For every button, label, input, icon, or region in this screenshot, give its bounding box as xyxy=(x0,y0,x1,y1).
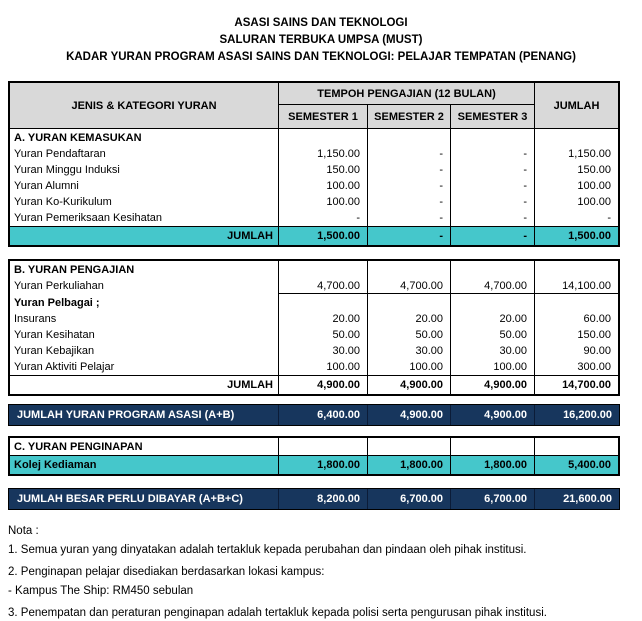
fee-sem2-value: - xyxy=(367,146,450,162)
grand-total-abc-sem1: 8,200.00 xyxy=(278,489,367,509)
grand-total-ab-sem1: 6,400.00 xyxy=(278,405,367,425)
fee-sem1-value: 30.00 xyxy=(278,343,367,359)
fee-sem2-value: - xyxy=(367,210,450,226)
fee-row-label: Yuran Kebajikan xyxy=(14,345,95,357)
grand-total-ab-row xyxy=(8,404,620,426)
fee-sem3-value: 30.00 xyxy=(450,343,534,359)
note-item-2a: - Kampus The Ship: RM450 sebulan xyxy=(8,585,194,597)
fee-row-label: Yuran Ko-Kurikulum xyxy=(14,196,112,208)
fee-row-label: Yuran Pemeriksaan Kesihatan xyxy=(14,212,162,224)
fee-sem1-value: 150.00 xyxy=(278,162,367,178)
fee-sem1-value: 20.00 xyxy=(278,311,367,327)
grand-total-ab-sem3: 4,900.00 xyxy=(450,405,534,425)
section-a-table xyxy=(8,81,620,247)
grand-total-ab-sem2: 4,900.00 xyxy=(367,405,450,425)
subtotal-sem1-value: 1,500.00 xyxy=(278,227,367,245)
fee-total-value: 90.00 xyxy=(534,343,618,359)
grand-total-abc-row xyxy=(8,488,620,510)
fee-row xyxy=(10,178,618,194)
fee-row-label: Yuran Alumni xyxy=(14,180,79,192)
section-c-table xyxy=(8,436,620,476)
grand-total-abc-sem3: 6,700.00 xyxy=(450,489,534,509)
fee-row xyxy=(10,194,618,210)
grand-total-abc-label: JUMLAH BESAR PERLU DIBAYAR (A+B+C) xyxy=(17,493,243,505)
subtotal-sem3-value: - xyxy=(450,227,534,245)
fee-sem1-value: 50.00 xyxy=(278,327,367,343)
fee-sem1-value: 100.00 xyxy=(278,178,367,194)
title-line-2: SALURAN TERBUKA UMPSA (MUST) xyxy=(219,34,423,46)
column-header-total: JUMLAH xyxy=(534,83,618,128)
notes-section xyxy=(8,523,642,621)
fee-sem2-value: 100.00 xyxy=(367,359,450,375)
subtotal-total-value: 1,500.00 xyxy=(534,227,618,245)
fee-sem2-value: - xyxy=(367,194,450,210)
fee-total-value: 100.00 xyxy=(534,178,618,194)
fee-total-value: 5,400.00 xyxy=(534,456,618,474)
subheading-label: Yuran Pelbagai ; xyxy=(14,296,100,309)
fee-sem3-value: - xyxy=(450,162,534,178)
fee-row-label: Yuran Perkuliahan xyxy=(14,280,104,292)
column-header-semester-1: SEMESTER 1 xyxy=(278,104,367,128)
fee-total-value: 150.00 xyxy=(534,327,618,343)
grand-total-ab-total: 16,200.00 xyxy=(534,405,619,425)
fee-total-value: 14,100.00 xyxy=(534,278,618,294)
subtotal-label: JUMLAH xyxy=(227,230,273,242)
section-a-title-row xyxy=(10,129,618,146)
column-header-period-group: TEMPOH PENGAJIAN (12 BULAN) xyxy=(278,83,534,104)
fee-sem1-value: 4,700.00 xyxy=(278,278,367,294)
fee-row-label: Yuran Aktiviti Pelajar xyxy=(14,361,115,373)
fee-sem3-value: 1,800.00 xyxy=(450,456,534,474)
fee-sem3-value: - xyxy=(450,178,534,194)
fee-sem3-value: - xyxy=(450,194,534,210)
fee-row xyxy=(10,327,618,343)
section-b-title-row xyxy=(10,261,618,278)
fee-row-label: Yuran Kesihatan xyxy=(14,329,95,341)
note-item-2: 2. Penginapan pelajar disediakan berdasarkan lokasi kampus: xyxy=(8,566,325,578)
subtotal-label: JUMLAH xyxy=(227,379,273,391)
fee-sem3-value: 20.00 xyxy=(450,311,534,327)
fee-sem2-value: 20.00 xyxy=(367,311,450,327)
fee-sem1-value: 100.00 xyxy=(278,194,367,210)
fee-total-value: 60.00 xyxy=(534,311,618,327)
fee-row-label: Yuran Minggu Induksi xyxy=(14,164,120,176)
fee-row xyxy=(10,343,618,359)
fee-total-value: 1,150.00 xyxy=(534,146,618,162)
section-c-title: C. YURAN PENGINAPAN xyxy=(14,440,143,453)
section-c-title-row xyxy=(10,438,618,455)
subtotal-sem1-value: 4,900.00 xyxy=(278,376,367,394)
title-line-3: KADAR YURAN PROGRAM ASASI SAINS DAN TEKNOLOGI: PELAJAR TEMPATAN (PENANG) xyxy=(66,51,576,63)
column-header-semester-2: SEMESTER 2 xyxy=(367,104,450,128)
fee-row xyxy=(10,162,618,178)
fee-sem3-value: 50.00 xyxy=(450,327,534,343)
table-header xyxy=(10,83,618,129)
fee-sem3-value: 4,700.00 xyxy=(450,278,534,294)
fee-row xyxy=(10,455,618,474)
fee-sem2-value: - xyxy=(367,178,450,194)
fee-row xyxy=(10,146,618,162)
fee-row-label: Kolej Kediaman xyxy=(14,459,97,471)
document-title-block xyxy=(0,0,642,66)
title-line-1: ASASI SAINS DAN TEKNOLOGI xyxy=(234,17,408,29)
fee-row xyxy=(10,359,618,375)
grand-total-abc-sem2: 6,700.00 xyxy=(367,489,450,509)
subtotal-total-value: 14,700.00 xyxy=(534,376,618,394)
fee-sem1-value: 1,150.00 xyxy=(278,146,367,162)
column-header-category: JENIS & KATEGORI YURAN xyxy=(71,99,217,112)
fee-sem1-value: 100.00 xyxy=(278,359,367,375)
fee-sem1-value: 1,800.00 xyxy=(278,456,367,474)
section-b-title: B. YURAN PENGAJIAN xyxy=(14,263,135,276)
fee-sem2-value: - xyxy=(367,162,450,178)
section-b-subheading-row xyxy=(10,294,618,311)
fee-sem3-value: 100.00 xyxy=(450,359,534,375)
fee-row xyxy=(10,278,618,294)
subtotal-sem2-value: 4,900.00 xyxy=(367,376,450,394)
fee-sem2-value: 30.00 xyxy=(367,343,450,359)
fee-total-value: 300.00 xyxy=(534,359,618,375)
grand-total-abc-total: 21,600.00 xyxy=(534,489,619,509)
notes-heading: Nota : xyxy=(8,525,39,537)
section-a-title: A. YURAN KEMASUKAN xyxy=(14,131,142,144)
subtotal-sem3-value: 4,900.00 xyxy=(450,376,534,394)
section-b-table xyxy=(8,259,620,396)
fee-sem2-value: 1,800.00 xyxy=(367,456,450,474)
fees-table xyxy=(8,81,620,510)
fee-sem3-value: - xyxy=(450,146,534,162)
fee-sem2-value: 50.00 xyxy=(367,327,450,343)
fee-total-value: - xyxy=(534,210,618,226)
note-item-1: 1. Semua yuran yang dinyatakan adalah tertakluk kepada perubahan dan pindaan oleh pihak institusi. xyxy=(8,544,527,556)
fee-total-value: 100.00 xyxy=(534,194,618,210)
subtotal-sem2-value: - xyxy=(367,227,450,245)
fee-sem1-value: - xyxy=(278,210,367,226)
fee-row xyxy=(10,311,618,327)
fee-total-value: 150.00 xyxy=(534,162,618,178)
section-b-subtotal-row xyxy=(10,375,618,394)
column-header-semester-3: SEMESTER 3 xyxy=(450,104,534,128)
section-a-subtotal-row xyxy=(10,226,618,245)
fee-row xyxy=(10,210,618,226)
fee-sem3-value: - xyxy=(450,210,534,226)
fee-sem2-value: 4,700.00 xyxy=(367,278,450,294)
grand-total-ab-label: JUMLAH YURAN PROGRAM ASASI (A+B) xyxy=(17,409,235,421)
note-item-3: 3. Penempatan dan peraturan penginapan adalah tertakluk kepada polisi serta pengurusan pihak institusi. xyxy=(8,607,547,619)
fee-row-label: Yuran Pendaftaran xyxy=(14,148,106,160)
fee-row-label: Insurans xyxy=(14,313,57,325)
